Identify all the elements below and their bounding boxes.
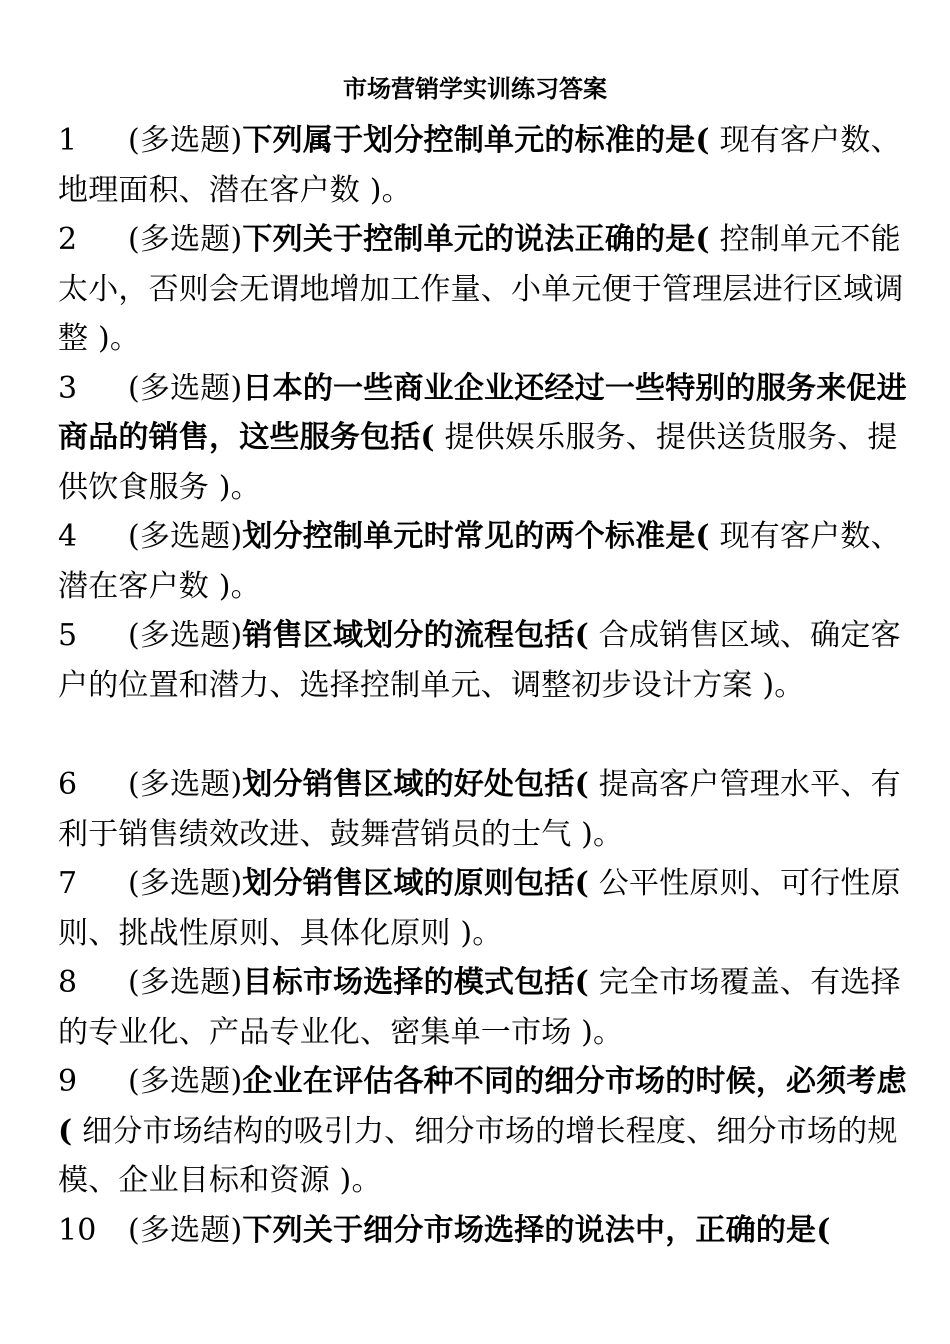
question-stem: 划分销售区域的好处包括( (242, 767, 590, 802)
question-type: (多选题) (128, 1212, 243, 1248)
question-item (58, 116, 920, 215)
question-end: )。 (762, 667, 805, 703)
question-stem: 销售区域划分的流程包括( (242, 618, 590, 653)
question-type: (多选题) (128, 519, 243, 554)
question-item (58, 760, 920, 859)
question-number: 2 (58, 222, 78, 257)
question-type: (多选题) (128, 1064, 243, 1099)
question-number: 8 (58, 965, 78, 1000)
question-number: 9 (58, 1064, 78, 1099)
question-answer: 合成销售区域、确定客户的位置和潜力、选择控制单元、调整初步设计方案 (58, 618, 901, 703)
question-item (58, 364, 920, 513)
question-end: )。 (97, 321, 141, 356)
question-number: 5 (58, 618, 78, 653)
blank-line (58, 710, 920, 760)
question-number: 4 (58, 519, 78, 554)
question-stem: 企业在评估各种不同的细分市场的时候，必须考虑( (58, 1064, 907, 1149)
question-stem: 下列关于控制单元的说法正确的是( (242, 222, 710, 257)
question-end: )。 (339, 1163, 382, 1198)
question-type: (多选题) (128, 767, 243, 802)
question-stem: 下列属于划分控制单元的标准的是( (242, 123, 710, 158)
question-stem: 划分控制单元时常见的两个标准是( (242, 519, 710, 554)
document-title: 市场营销学实训练习答案 (343, 74, 607, 103)
question-number: 3 (58, 370, 78, 406)
question-answer: 公平性原则、可行性原则、挑战性原则、具体化原则 (58, 866, 901, 951)
question-stem: 目标市场选择的模式包括( (242, 965, 590, 1000)
question-type: (多选题) (128, 123, 243, 158)
question-item (58, 1057, 920, 1206)
question-end: )。 (218, 568, 261, 604)
question-end: )。 (460, 915, 503, 951)
question-number: 6 (58, 767, 78, 802)
question-item (58, 859, 920, 958)
question-type: (多选题) (128, 965, 243, 1000)
question-number: 7 (58, 866, 78, 901)
question-stem: 划分销售区域的原则包括( (242, 866, 590, 901)
question-end: )。 (581, 1014, 624, 1050)
question-answer: 提高客户管理水平、有利于销售绩效改进、鼓舞营销员的士气 (58, 767, 901, 852)
question-end: )。 (218, 469, 261, 505)
question-answer: 现有客户数、潜在客户数 (58, 519, 901, 604)
question-stem: 日本的一些商业企业还经过一些特别的服务来促进商品的销售，这些服务包括( (58, 370, 907, 455)
question-type: (多选题) (128, 618, 243, 653)
question-end: )。 (581, 816, 624, 852)
question-end: )。 (369, 172, 412, 208)
question-answer: 控制单元不能太小，否则会无谓地增加工作量、小单元便于管理层进行区域调整 (58, 222, 904, 356)
question-type: (多选题) (128, 370, 243, 406)
question-item (58, 1206, 920, 1256)
question-answer: 提供娱乐服务、提供送货服务、提供饮食服务 (58, 420, 898, 505)
question-item (58, 611, 920, 710)
question-item (58, 215, 920, 364)
question-stem: 下列关于细分市场选择的说法中，正确的是( (242, 1212, 831, 1248)
question-item (58, 512, 920, 611)
question-answer: 细分市场结构的吸引力、细分市场的增长程度、细分市场的规模、企业目标和资源 (58, 1113, 898, 1198)
question-answer: 现有客户数、地理面积、潜在客户数 (58, 123, 901, 208)
question-list (58, 116, 920, 1255)
question-answer: 完全市场覆盖、有选择的专业化、产品专业化、密集单一市场 (58, 965, 901, 1050)
question-type: (多选题) (128, 866, 243, 901)
question-number: 10 (58, 1212, 97, 1248)
question-type: (多选题) (128, 222, 243, 257)
question-number: 1 (58, 123, 78, 158)
question-item (58, 958, 920, 1057)
